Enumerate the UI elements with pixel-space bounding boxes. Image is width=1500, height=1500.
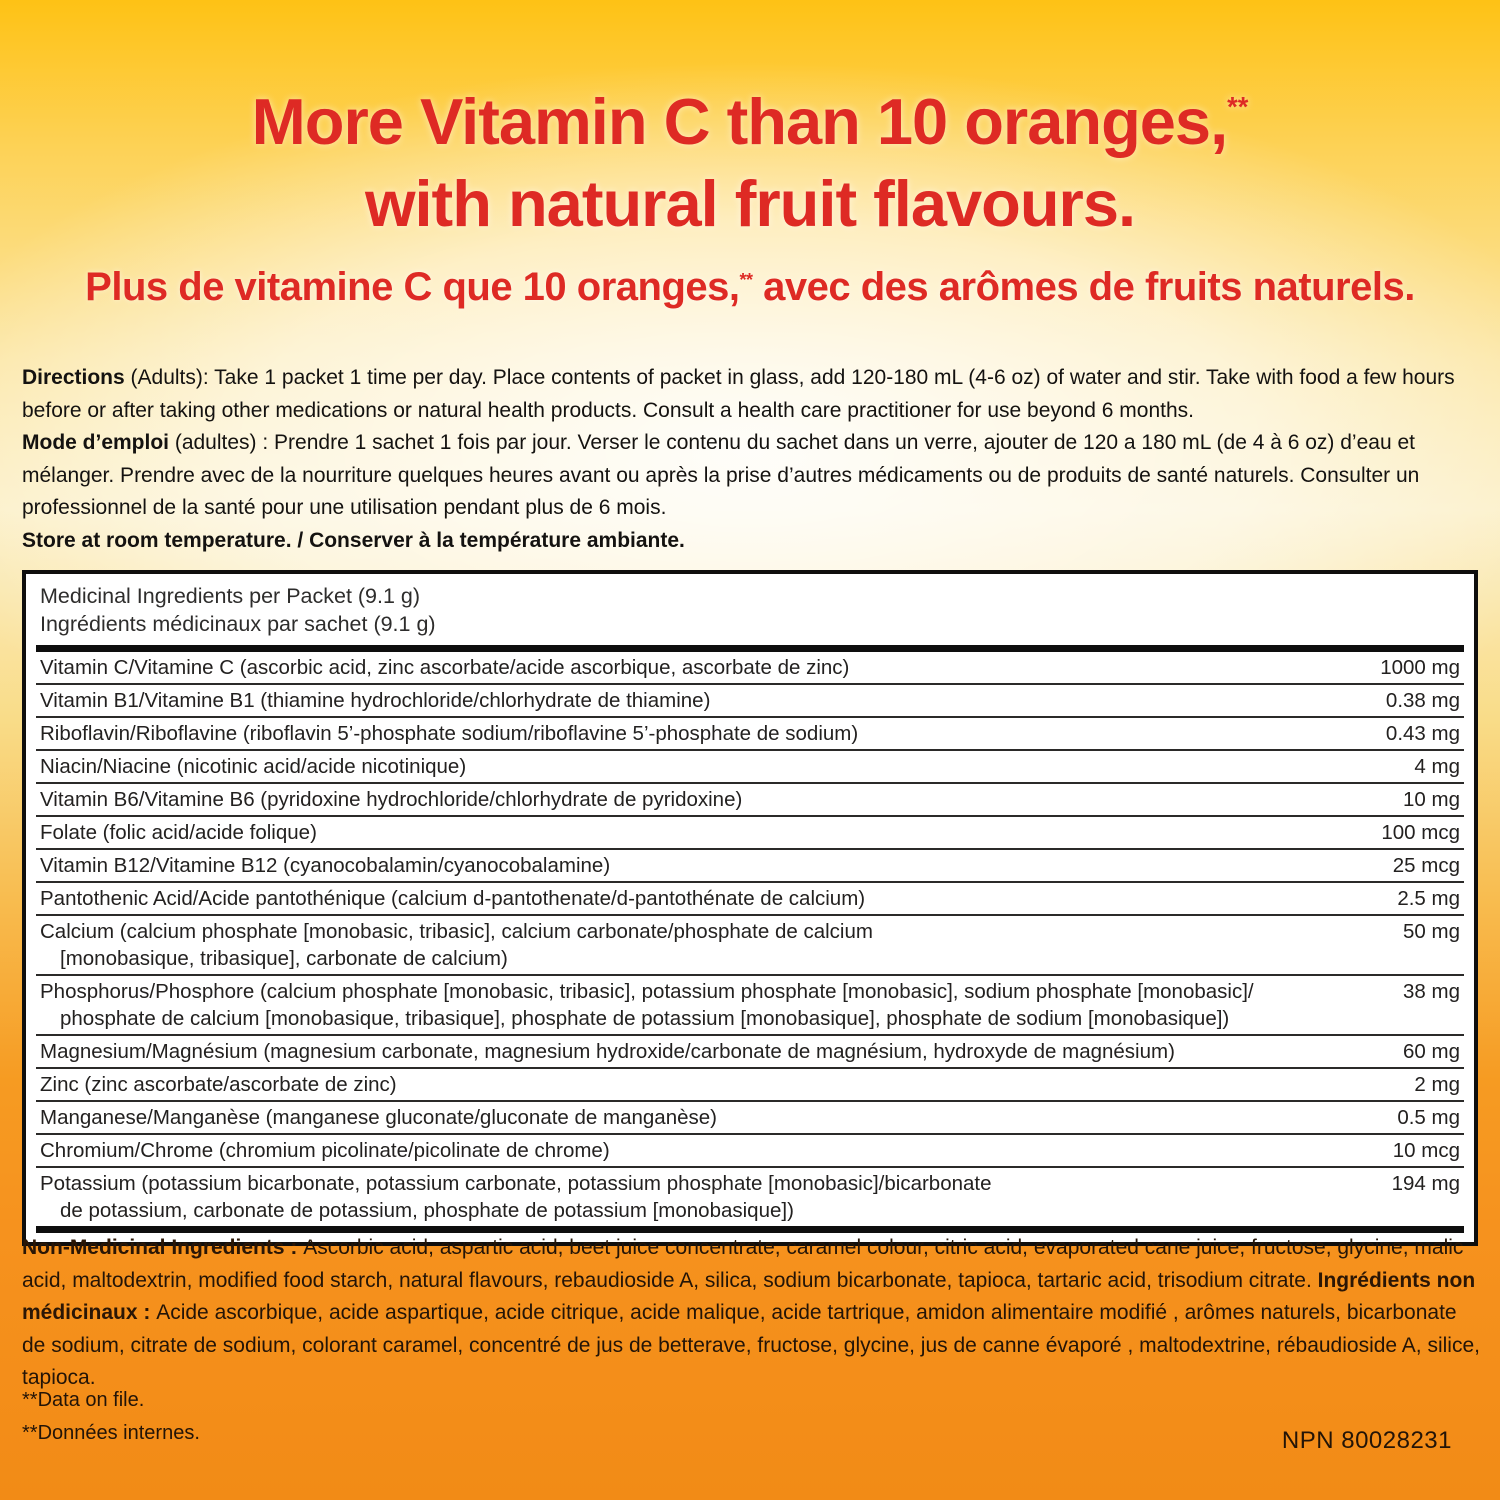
headline-line1: More Vitamin C than 10 oranges,: [251, 85, 1228, 158]
table-row: [36, 718, 1464, 751]
ingredient-amount: 0.5 mg: [1391, 1104, 1460, 1131]
ingredient-name: Calcium (calcium phosphate [monobasic, tribasic], calcium carbonate/phosphate de calcium: [40, 920, 873, 943]
table-header-en: Medicinal Ingredients per Packet (9.1 g): [40, 584, 421, 608]
ingredient-amount: 2 mg: [1408, 1071, 1460, 1098]
table-row: [36, 1168, 1464, 1226]
table-row: [36, 916, 1464, 976]
ingredient-name: Niacin/Niacine (nicotinic acid/acide nicotinique): [40, 755, 467, 778]
directions-block: [22, 362, 1480, 557]
nonmed-label-en: Non-Medicinal Ingredients :: [22, 1236, 304, 1259]
ingredient-amount: 10 mcg: [1387, 1137, 1460, 1164]
directions-text-en: (Adults): Take 1 packet 1 time per day. Place contents of packet in glass, add 120-180 mL (4-6 oz) of water and stir. Take with food a few hours before or after taking other medications or natural health products. Consult a health care practitioner for use beyond 6 months.: [22, 366, 1455, 422]
ingredient-name-line2: de potassium, carbonate de potassium, phosphate de potassium [monobasique]): [60, 1199, 794, 1222]
footnote-fr: **Données internes.: [22, 1422, 200, 1444]
table-row: [36, 751, 1464, 784]
npn-number: NPN 80028231: [1281, 1427, 1452, 1454]
headline-line2: with natural fruit flavours.: [364, 167, 1136, 240]
ingredient-amount: 194 mg: [1386, 1170, 1460, 1197]
table-row: [36, 784, 1464, 817]
table-header-divider: [36, 645, 1464, 652]
footnote-en: **Data on file.: [22, 1389, 145, 1411]
table-row: [36, 1102, 1464, 1135]
ingredient-amount: 25 mcg: [1387, 852, 1460, 879]
ingredient-name: Phosphorus/Phosphore (calcium phosphate [monobasic, tribasic], potassium phosphate [monobasic], sodium phosphate [monobasic]/: [40, 980, 1254, 1003]
table-row: [36, 850, 1464, 883]
footnotes: [22, 1384, 200, 1450]
ingredient-name: Potassium (potassium bicarbonate, potassium carbonate, potassium phosphate [monobasic]/bicarbonate: [40, 1172, 992, 1195]
table-row: [36, 883, 1464, 916]
table-row: [36, 652, 1464, 685]
ingredient-amount: 100 mcg: [1375, 819, 1460, 846]
non-medicinal-ingredients: [22, 1232, 1480, 1395]
ingredient-amount: 38 mg: [1397, 978, 1460, 1005]
footnote-marker: **: [1227, 91, 1249, 122]
table-row: [36, 1069, 1464, 1102]
ingredient-amount: 50 mg: [1397, 918, 1460, 945]
directions-text-fr: (adultes) : Prendre 1 sachet 1 fois par jour. Verser le contenu du sachet dans un verre, ajouter de 120 a 180 mL (de 4 à 6 oz) d’eau et mélanger. Prendre avec de la nourriture quelques heures avant ou après la prise d’autres médicaments ou de produits de santé naturels. Consulter un professionnel de la santé pour une utilisation pendant plus de 6 mois.: [22, 431, 1420, 519]
table-row: [36, 1135, 1464, 1168]
footnote-marker-fr: **: [739, 270, 753, 290]
headline-english: [0, 66, 1500, 245]
ingredient-amount: 1000 mg: [1374, 654, 1460, 681]
nonmed-text-en: Ascorbic acid, aspartic acid, beet juice concentrate, caramel colour, citric acid, evaporated cane juice, fructose, glycine, malic acid, maltodextrin, modified food starch, natural flavours, rebaudioside A, silica, sodium bicarbonate, tapioca, tartaric acid, trisodium citrate.: [22, 1236, 1464, 1292]
ingredient-name: Riboflavin/Riboflavine (riboflavin 5’-phosphate sodium/riboflavine 5’-phosphate de sodium): [40, 722, 859, 745]
table-rows: [36, 652, 1464, 1226]
ingredient-amount: 0.38 mg: [1380, 687, 1460, 714]
ingredient-name: Vitamin B12/Vitamine B12 (cyanocobalamin/cyanocobalamine): [40, 854, 611, 877]
table-row: [36, 1036, 1464, 1069]
table-row: [36, 817, 1464, 850]
ingredient-amount: 0.43 mg: [1380, 720, 1460, 747]
ingredient-name: Vitamin B1/Vitamine B1 (thiamine hydrochloride/chlorhydrate de thiamine): [40, 689, 711, 712]
ingredient-amount: 10 mg: [1397, 786, 1460, 813]
headline-fr-part2: avec des arômes de fruits naturels.: [752, 265, 1415, 309]
table-header-fr: Ingrédients médicinaux par sachet (9.1 g): [40, 611, 436, 636]
directions-label-en: Directions: [22, 366, 125, 389]
directions-label-fr: Mode d’emploi: [22, 431, 169, 454]
ingredient-name: Chromium/Chrome (chromium picolinate/picolinate de chrome): [40, 1139, 610, 1162]
headline-fr-part1: Plus de vitamine C que 10 oranges,: [85, 265, 740, 309]
ingredient-name: Vitamin C/Vitamine C (ascorbic acid, zinc ascorbate/acide ascorbique, ascorbate de zinc): [40, 656, 850, 679]
ingredient-name: Folate (folic acid/acide folique): [40, 821, 317, 844]
medicinal-ingredients-table: [22, 570, 1478, 1246]
ingredient-name-line2: [monobasique, tribasique], carbonate de calcium): [60, 947, 508, 970]
storage-instruction: Store at room temperature. / Conserver à la température ambiante.: [22, 528, 685, 552]
nonmed-label-fr: Ingrédients non médicinaux :: [22, 1268, 1476, 1324]
ingredient-name: Zinc (zinc ascorbate/ascorbate de zinc): [40, 1073, 397, 1096]
ingredient-name: Manganese/Manganèse (manganese gluconate/gluconate de manganèse): [40, 1106, 717, 1129]
ingredient-name: Magnesium/Magnésium (magnesium carbonate, magnesium hydroxide/carbonate de magnésium, hydroxyde de magnésium): [40, 1040, 1175, 1063]
table-row: [36, 685, 1464, 718]
ingredient-amount: 4 mg: [1408, 753, 1460, 780]
headline-french: [0, 256, 1500, 311]
nonmed-text-fr: Acide ascorbique, acide aspartique, acide citrique, acide malique, acide tartrique, amidon alimentaire modifié , arômes naturels, bicarbonate de sodium, citrate de sodium, colorant caramel, concentré de jus de betterave, fructose, glycine, jus de canne évaporé , maltodextrine, rébaudioside A, silice, tapioca.: [22, 1301, 1480, 1389]
ingredient-name: Vitamin B6/Vitamine B6 (pyridoxine hydrochloride/chlorhydrate de pyridoxine): [40, 788, 743, 811]
ingredient-amount: 60 mg: [1397, 1038, 1460, 1065]
table-row: [36, 976, 1464, 1036]
ingredient-name: Pantothenic Acid/Acide pantothénique (calcium d-pantothenate/d-pantothénate de calcium): [40, 887, 866, 910]
table-header: [36, 574, 1464, 645]
ingredient-amount: 2.5 mg: [1391, 885, 1460, 912]
ingredient-name-line2: phosphate de calcium [monobasique, tribasique], phosphate de potassium [monobasique], phosphate de sodium [monobasique]): [60, 1007, 1230, 1030]
